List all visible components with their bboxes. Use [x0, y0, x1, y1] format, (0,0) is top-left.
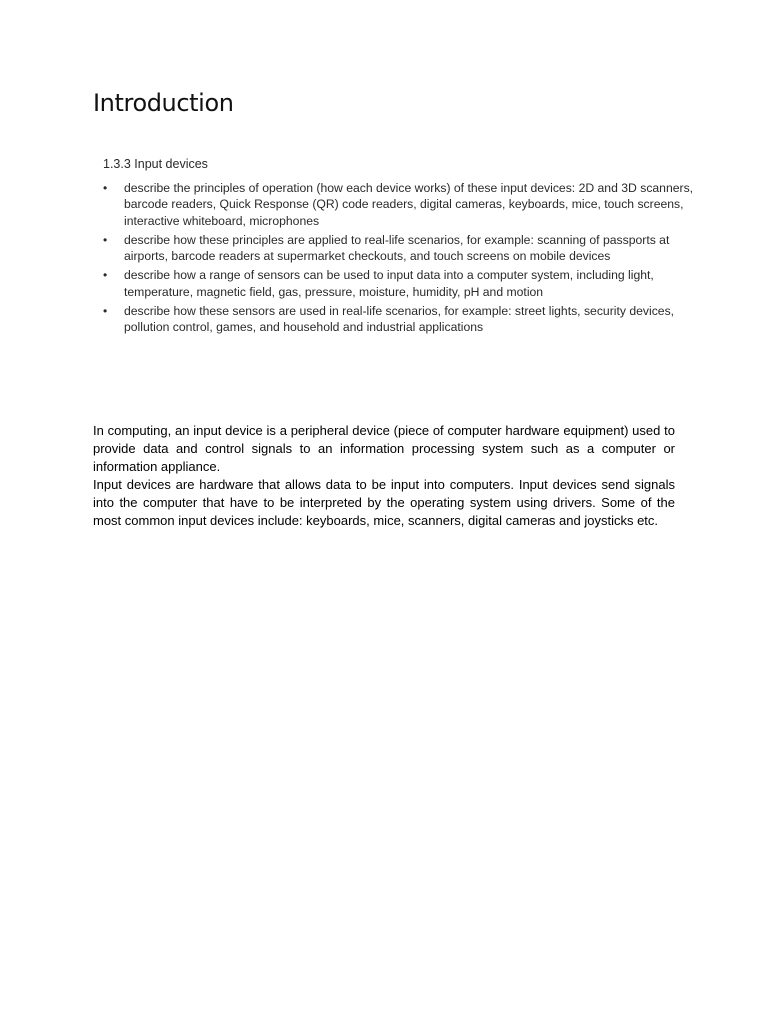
explanation-paragraph: Input devices are hardware that allows data to be input into computers. Input devices send signals into the computer that have to be interpreted by the operating system using drivers. Some of the most common input devices include: keyboards, mice, scanners, digital cameras and joysticks etc. [93, 477, 675, 528]
bullet-icon: • [103, 181, 108, 195]
syllabus-excerpt [103, 156, 703, 339]
list-item-text: describe the principles of operation (how each device works) of these input devices: 2D and 3D scanners, barcode readers, Quick Response (QR) code readers, digital cameras, keyboards, mice, touch screens, interactive whiteboard, microphones [124, 181, 694, 228]
syllabus-section-heading: 1.3.3 Input devices [103, 157, 208, 171]
page-title: Introduction [93, 89, 234, 117]
list-item [103, 267, 703, 300]
learning-objectives-list [103, 180, 703, 336]
list-item [103, 232, 703, 265]
list-item-text: describe how a range of sensors can be used to input data into a computer system, including light, temperature, magnetic field, gas, pressure, moisture, humidity, pH and motion [124, 268, 654, 299]
bullet-icon: • [103, 304, 108, 319]
bullet-icon: • [103, 232, 108, 247]
list-item-text: describe how these sensors are used in real-life scenarios, for example: street lights, security devices, pollution control, games, and household and industrial applications [124, 304, 675, 335]
body-text [93, 422, 675, 530]
bullet-icon: • [103, 268, 108, 283]
list-item [103, 180, 703, 229]
list-item-text: describe how these principles are applied to real-life scenarios, for example: scanning of passports at airports, barcode readers at supermarket checkouts, and touch screens on mobile devices [124, 232, 670, 264]
definition-paragraph: In computing, an input device is a peripheral device (piece of computer hardware equipment) used to provide data and control signals to an information processing system such as a computer or information appliance. [93, 423, 675, 474]
list-item [103, 303, 703, 336]
